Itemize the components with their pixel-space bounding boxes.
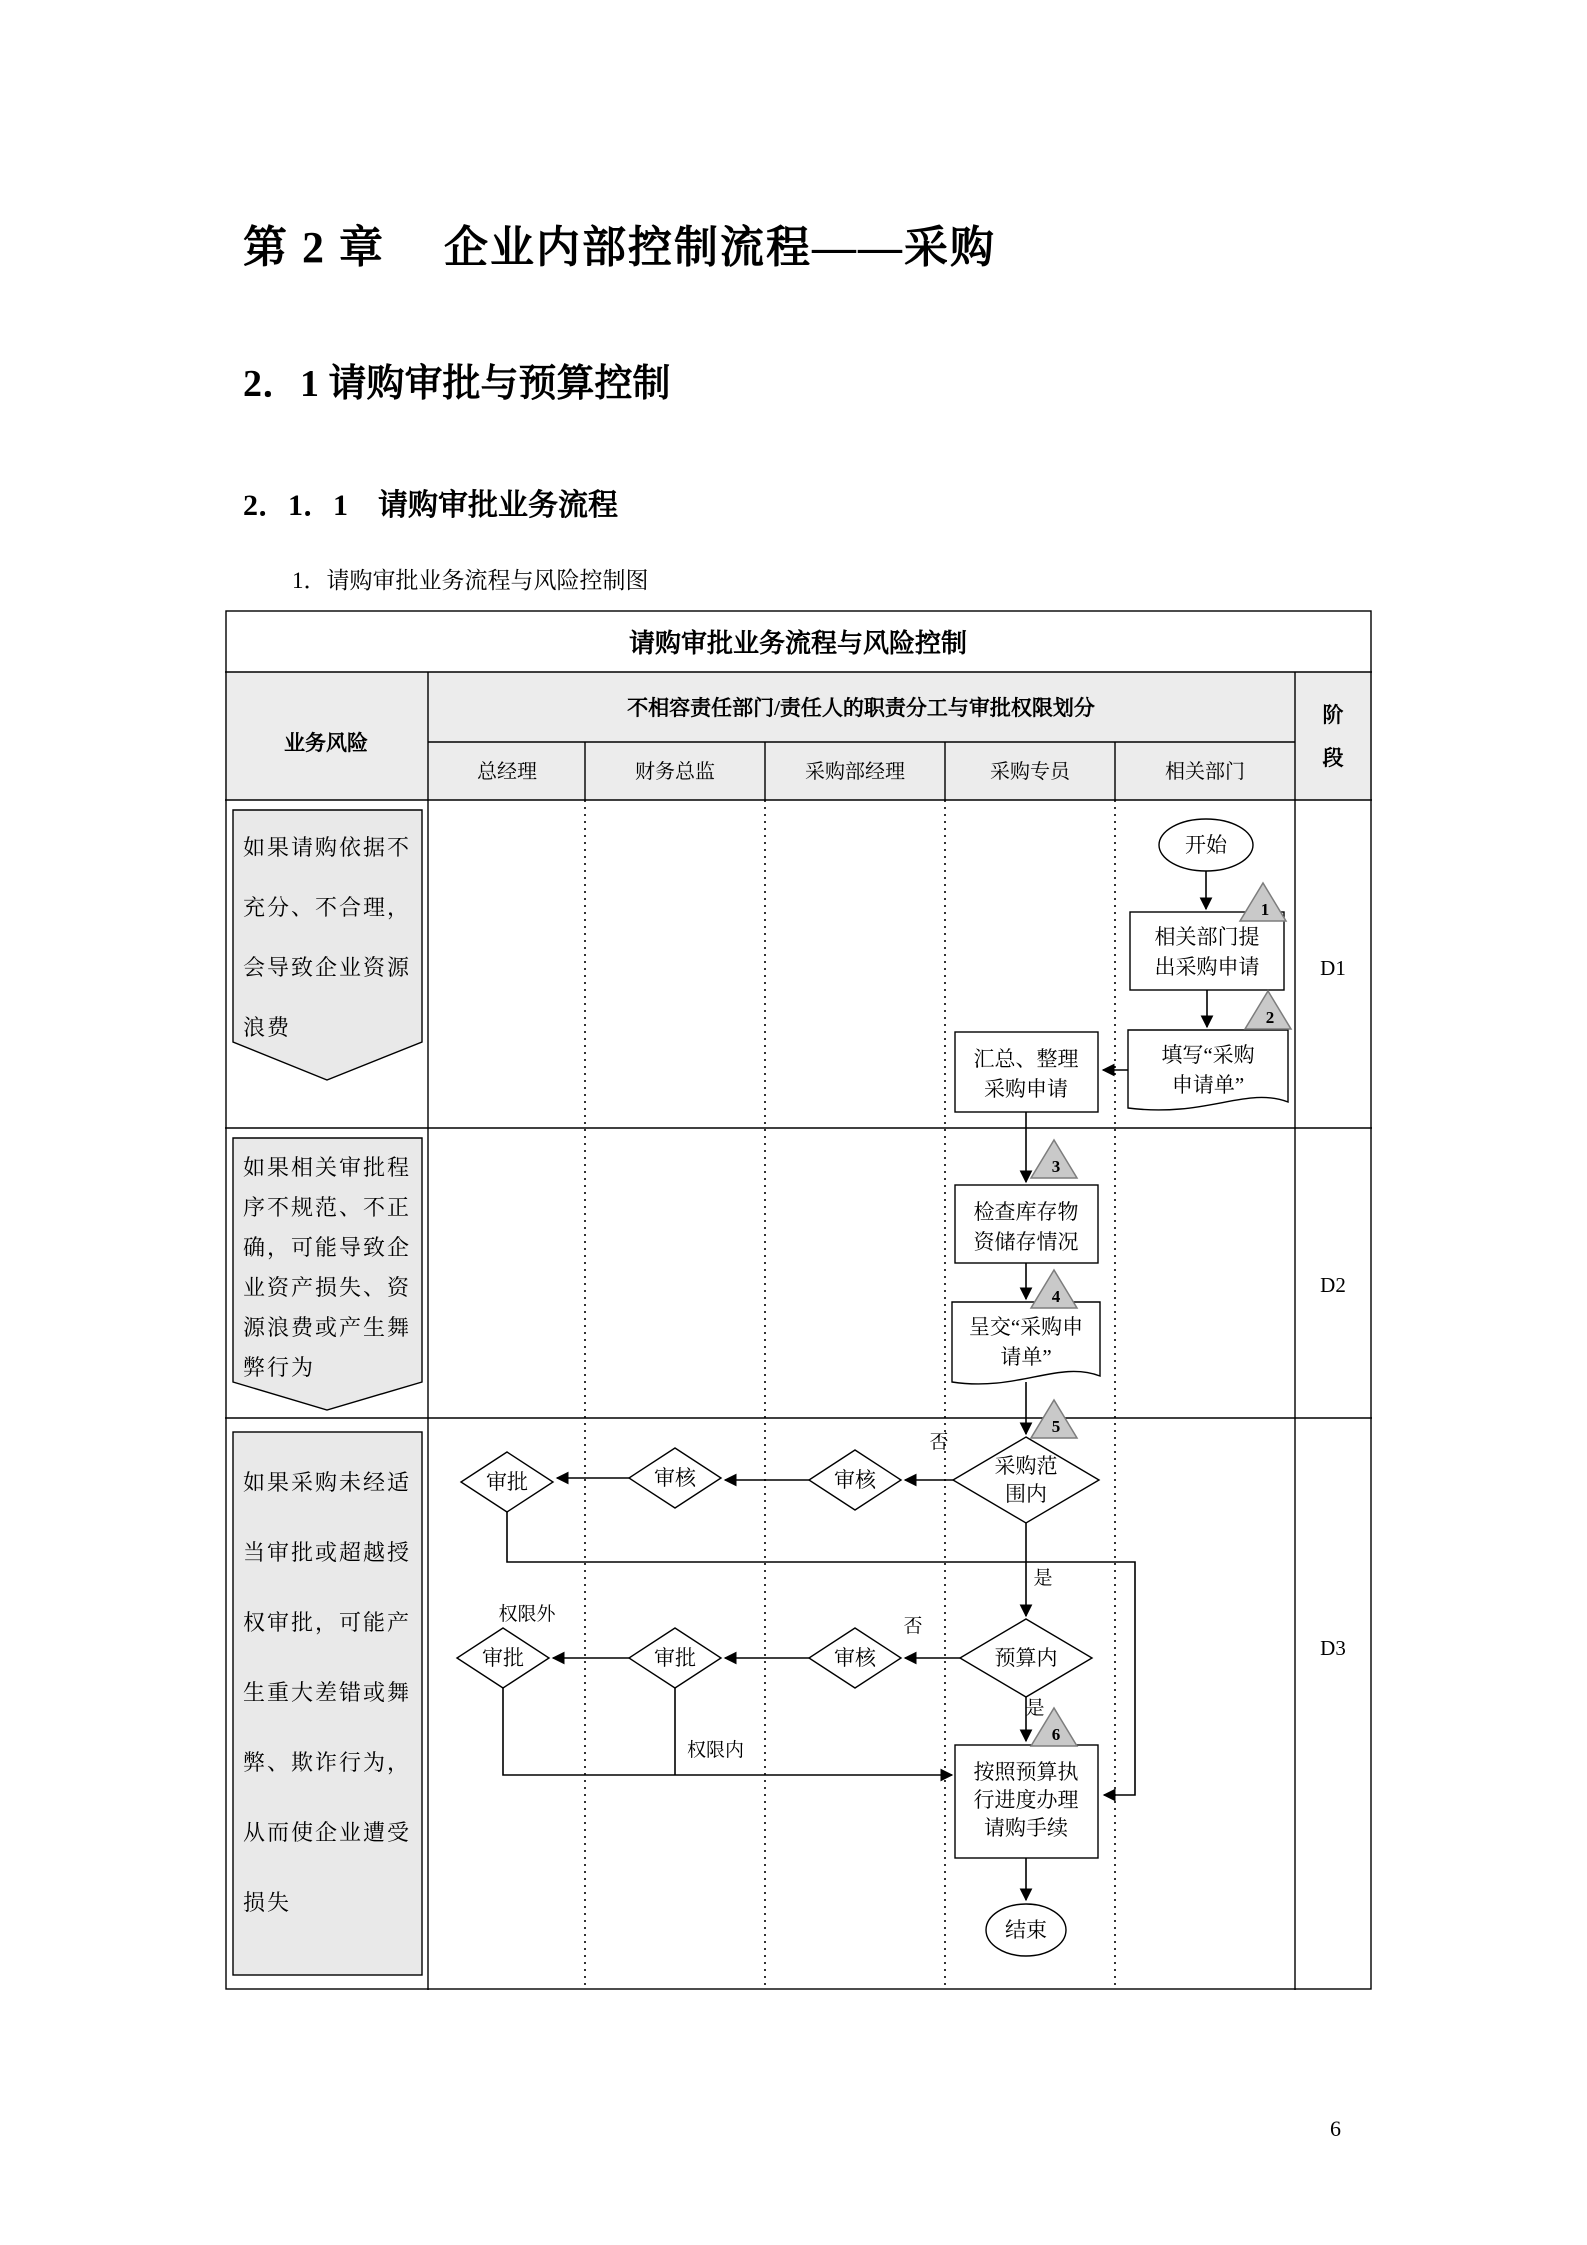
responsibility-header: 不相容责任部门/责任人的职责分工与审批权限划分 — [627, 696, 1095, 720]
label-no-scope: 否 — [929, 1432, 949, 1453]
review-label-2: 审核 — [654, 1466, 696, 1490]
figure-caption: 1．请购审批业务流程与风险控制图 — [292, 568, 649, 593]
risk1-line3: 会导致企业资源 — [243, 955, 412, 980]
risk-banner-2 — [233, 1138, 422, 1410]
submit-form-line1: 呈交“采购申 — [968, 1315, 1084, 1339]
col-header-cfo: 财务总监 — [635, 761, 715, 783]
flow-node-summarize — [955, 1032, 1098, 1112]
summarize-line1: 汇总、整理 — [973, 1047, 1079, 1071]
summarize-line2: 采购申请 — [984, 1077, 1068, 1101]
scope-line1: 采购范 — [994, 1454, 1058, 1478]
flow-node-check-stock — [955, 1185, 1098, 1263]
risk3-line6: 从而使企业遭受 — [243, 1820, 412, 1845]
label-yes-budget: 是 — [1025, 1698, 1045, 1719]
label-within-authority: 权限内 — [687, 1740, 745, 1761]
procedure-line1: 按照预算执 — [973, 1760, 1079, 1784]
flow-node-end — [986, 1904, 1066, 1956]
risk3-line1: 如果采购未经适 — [243, 1470, 412, 1495]
flow-node-fill-form — [1128, 1030, 1288, 1110]
stage-label-d1: D1 — [1320, 956, 1346, 980]
flow-connectors — [503, 871, 1207, 1900]
col-header-purchasing-manager: 采购部经理 — [805, 761, 905, 783]
label-yes-scope: 是 — [1033, 1568, 1053, 1589]
flow-decision-scope — [953, 1437, 1099, 1523]
risk3-line4: 生重大差错或舞 — [243, 1680, 412, 1705]
page-number: 6 — [1330, 2116, 1341, 2141]
procedure-line2: 行进度办理 — [973, 1788, 1079, 1812]
review-label-1: 审核 — [834, 1468, 876, 1492]
fill-form-line1: 填写“采购 — [1161, 1043, 1255, 1067]
flow-node-start-label: 开始 — [1185, 833, 1227, 857]
table-title: 请购审批业务流程与风险控制 — [628, 629, 968, 658]
flow-node-start — [1159, 819, 1253, 871]
procedure-line3: 请购手续 — [984, 1816, 1068, 1840]
risk-column-header: 业务风险 — [284, 731, 368, 755]
check-stock-line2: 资储存情况 — [973, 1230, 1079, 1254]
flow-node-submit-form — [952, 1302, 1100, 1384]
control-marker-5-number: 5 — [1051, 1417, 1061, 1436]
submit-form-line2: 请单” — [1000, 1345, 1052, 1369]
risk2-line4: 业资产损失、资 — [243, 1275, 412, 1300]
submit-request-line2: 出采购申请 — [1154, 955, 1260, 979]
stage-header-line1: 阶 — [1322, 703, 1344, 727]
risk3-line5: 弊、欺诈行为， — [243, 1750, 412, 1775]
label-no-budget: 否 — [903, 1616, 923, 1637]
flow-decision-review-cfo-1 — [629, 1448, 721, 1508]
flowchart-table — [225, 610, 1372, 1990]
approve-label-1: 审批 — [486, 1470, 528, 1494]
flow-decision-approve-gm-2 — [457, 1628, 549, 1688]
risk2-line5: 源浪费或产生舞 — [243, 1315, 412, 1340]
control-marker-2-number: 2 — [1265, 1008, 1275, 1027]
col-header-purchasing-specialist: 采购专员 — [990, 761, 1070, 783]
approve-label-3: 审批 — [482, 1646, 524, 1670]
control-marker-3-number: 3 — [1051, 1157, 1061, 1176]
stage-label-d3: D3 — [1320, 1636, 1346, 1660]
risk1-line1: 如果请购依据不 — [243, 835, 412, 860]
control-marker-4-number: 4 — [1051, 1287, 1061, 1306]
risk3-line3: 权审批，可能产 — [243, 1610, 412, 1635]
risk3-line2: 当审批或超越授 — [243, 1540, 412, 1565]
subsection-title: 2．1．1 请购审批业务流程 — [243, 489, 618, 522]
col-header-general-manager: 总经理 — [477, 761, 537, 783]
risk1-line2: 充分、不合理， — [243, 895, 412, 920]
stage-label-d2: D2 — [1320, 1273, 1346, 1297]
flow-decision-approve-gm-1 — [461, 1452, 553, 1512]
risk-banner-3 — [233, 1432, 422, 1975]
col-header-related-department: 相关部门 — [1165, 761, 1245, 783]
control-marker-6-number: 6 — [1051, 1725, 1061, 1744]
risk2-line1: 如果相关审批程 — [243, 1155, 412, 1180]
flow-decision-budget — [960, 1619, 1092, 1697]
flow-node-procedure — [955, 1745, 1098, 1858]
risk1-line4: 浪费 — [243, 1015, 292, 1040]
flow-decision-review-manager-1 — [809, 1450, 901, 1510]
flow-decision-approve-cfo-2 — [629, 1628, 721, 1688]
control-marker-1-number: 1 — [1260, 900, 1270, 919]
risk2-line3: 确，可能导致企 — [243, 1235, 412, 1260]
fill-form-line2: 申请单” — [1171, 1073, 1245, 1097]
label-beyond-authority: 权限外 — [498, 1604, 556, 1625]
stage-header-line2: 段 — [1322, 746, 1344, 770]
submit-request-line1: 相关部门提 — [1154, 925, 1260, 949]
risk2-line2: 序不规范、不正 — [243, 1195, 412, 1220]
flow-node-end-label: 结束 — [1005, 1918, 1047, 1942]
scope-line2: 围内 — [1005, 1482, 1047, 1506]
risk-banner-1 — [233, 810, 422, 1080]
section-title: 2．1 请购审批与预算控制 — [243, 362, 671, 405]
flow-node-submit-request — [1130, 912, 1284, 990]
chapter-title: 第 2 章 企业内部控制流程——采购 — [243, 223, 996, 273]
review-label-3: 审核 — [834, 1646, 876, 1670]
risk3-line7: 损失 — [243, 1890, 292, 1915]
budget-label: 预算内 — [994, 1646, 1058, 1670]
flow-decision-review-manager-2 — [809, 1628, 901, 1688]
approve-label-2: 审批 — [654, 1646, 696, 1670]
risk2-line6: 弊行为 — [243, 1355, 316, 1380]
check-stock-line1: 检查库存物 — [973, 1200, 1079, 1224]
